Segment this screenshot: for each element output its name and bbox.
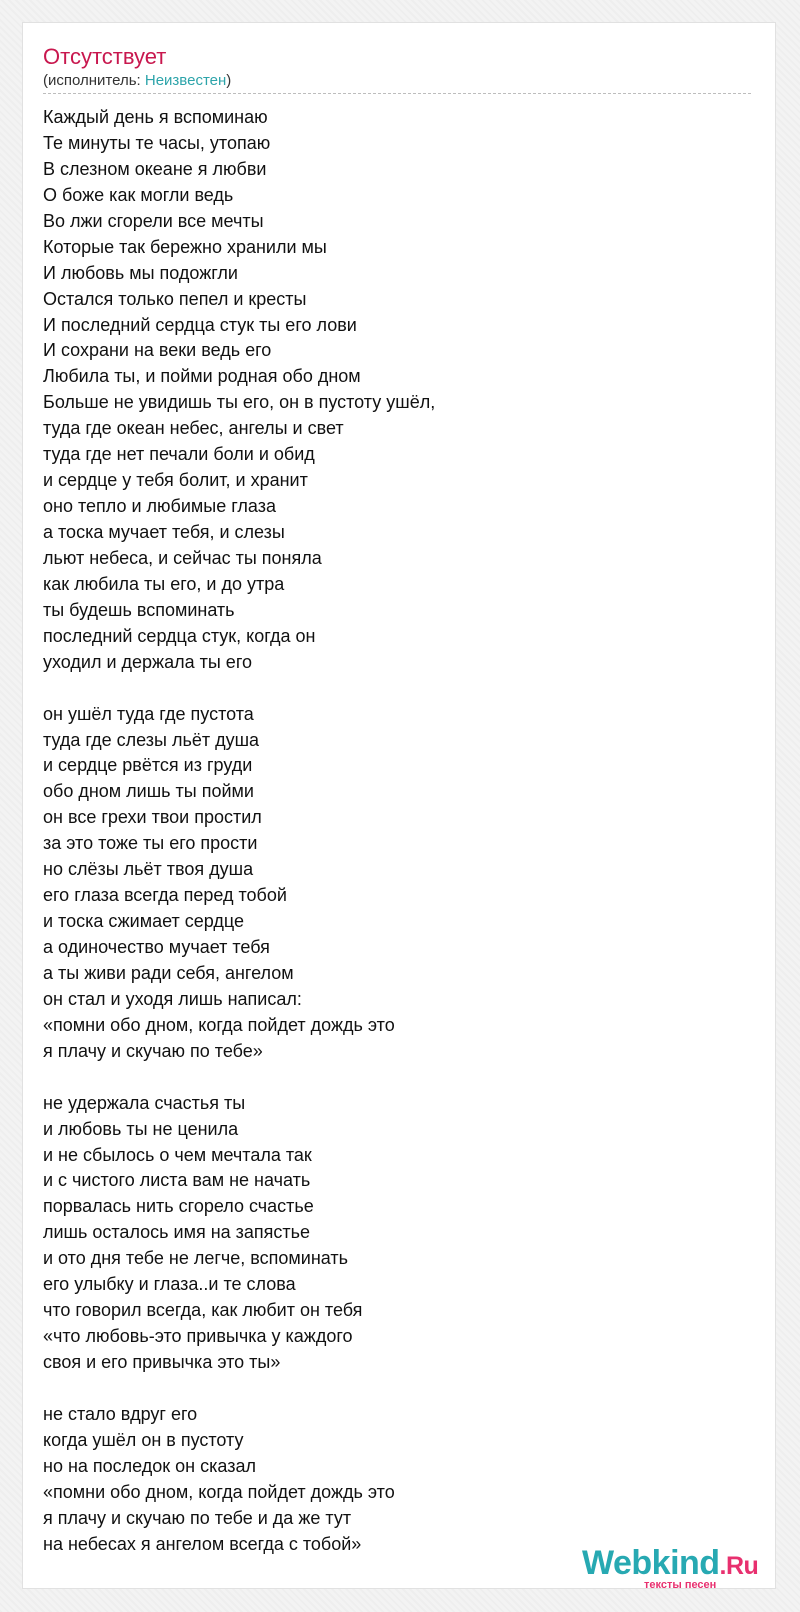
lyric-line: И любовь мы подожгли xyxy=(43,262,238,283)
lyric-line: Каждый день я вспоминаю xyxy=(43,107,268,127)
lyric-line: Во лжи сгорели все мечты xyxy=(43,210,264,231)
lyric-line: Те минуты те часы, утопаю xyxy=(43,132,271,153)
artist-link[interactable]: Неизвестен xyxy=(144,72,227,89)
lyric-line: ты будешь вспоминать xyxy=(43,599,235,620)
lyric-line: а тоска мучает тебя, и слезы xyxy=(43,522,285,542)
lyric-line: лишь осталось имя на запястье xyxy=(43,1222,311,1243)
lyric-line: он ушёл туда где пустота xyxy=(43,703,254,724)
lyric-line: Остался только пепел и кресты xyxy=(43,288,307,309)
stanza-break xyxy=(43,1376,743,1402)
lyric-line: но на последок он сказал xyxy=(43,1455,256,1476)
lyric-line: и сердце у тебя болит, и хранит xyxy=(43,470,308,491)
lyric-line: он стал и уходя лишь написал: xyxy=(43,988,302,1009)
lyric-line: не удержала счастья ты xyxy=(43,1092,246,1113)
lyric-line: не стало вдруг его xyxy=(43,1403,198,1424)
lyric-line: «помни обо дном, когда пойдет дождь это xyxy=(43,1014,395,1035)
logo-tld: .Ru xyxy=(719,1552,759,1580)
logo-tagline: тексты песен xyxy=(644,1579,717,1591)
lyric-line: туда где нет печали боли и обид xyxy=(43,444,315,465)
lyric-line: Больше не увидишь ты его, он в пустоту ушёл, xyxy=(43,392,436,413)
lyric-line: его глаза всегда перед тобой xyxy=(43,885,287,906)
lyric-line: и тоска сжимает сердце xyxy=(43,911,244,932)
artist-suffix: ) xyxy=(226,72,232,89)
lyric-line: на небесах я ангелом всегда с тобой» xyxy=(43,1533,362,1554)
lyric-line: обо дном лишь ты пойми xyxy=(43,781,254,802)
stanza-break xyxy=(43,1065,743,1091)
stanza-break xyxy=(43,676,743,702)
lyric-line: он все грехи твои простил xyxy=(43,807,262,828)
lyric-line: туда где океан небес, ангелы и свет xyxy=(43,418,344,439)
lyric-line: О боже как могли ведь xyxy=(43,184,234,205)
lyric-line: льют небеса, и сейчас ты поняла xyxy=(43,547,322,568)
lyric-line: и не сбылось о чем мечтала так xyxy=(43,1144,312,1165)
lyric-line: и сердце рвётся из груди xyxy=(43,755,253,776)
lyric-line: порвалась нить сгорело счастье xyxy=(43,1196,314,1217)
lyric-line: «что любовь-это привычка у каждого xyxy=(43,1326,353,1347)
lyric-line: но слёзы льёт твоя душа xyxy=(43,859,254,880)
logo-brand: Webkind xyxy=(582,1544,720,1582)
lyric-line: что говорил всегда, как любит он тебя xyxy=(43,1300,363,1321)
lyric-line: я плачу и скучаю по тебе» xyxy=(43,1040,263,1061)
lyric-line: а ты живи ради себя, ангелом xyxy=(43,962,294,983)
lyric-line: В слезном океане я любви xyxy=(43,158,267,179)
lyric-line: И сохрани на веки ведь его xyxy=(43,340,272,361)
artist-prefix: (исполнитель: xyxy=(43,72,145,89)
lyric-line: я плачу и скучаю по тебе и да же тут xyxy=(43,1507,352,1528)
lyric-line: оно тепло и любимые глаза xyxy=(43,496,276,517)
lyric-line: и любовь ты не ценила xyxy=(43,1118,239,1139)
artist-line xyxy=(43,72,231,90)
lyric-line: как любила ты его, и до утра xyxy=(43,573,285,594)
lyric-line: его улыбку и глаза..и те слова xyxy=(43,1274,296,1295)
lyric-line: последний сердца стук, когда он xyxy=(43,625,316,646)
lyric-line: Любила ты, и пойми родная обо дном xyxy=(43,366,361,387)
lyric-line: своя и его привычка это ты» xyxy=(43,1352,281,1372)
lyric-line: «помни обо дном, когда пойдет дождь это xyxy=(43,1481,395,1502)
lyric-line: а одиночество мучает тебя xyxy=(43,937,270,957)
lyric-line: и с чистого листа вам не начать xyxy=(43,1170,311,1191)
lyric-line: Которые так бережно хранили мы xyxy=(43,236,327,257)
lyric-line: уходил и держала ты его xyxy=(43,651,252,672)
lyric-line: и ото дня тебе не легче, вспоминать xyxy=(43,1248,349,1269)
lyrics-body xyxy=(43,105,743,1558)
header-divider xyxy=(43,93,751,94)
lyrics-card xyxy=(22,22,776,1589)
lyric-line: когда ушёл он в пустоту xyxy=(43,1429,244,1450)
song-title: Отсутствует xyxy=(43,44,167,69)
lyric-line: И последний сердца стук ты его лови xyxy=(43,314,357,335)
lyric-line: туда где слезы льёт душа xyxy=(43,729,260,750)
lyric-line: за это тоже ты его прости xyxy=(43,833,258,854)
site-logo[interactable] xyxy=(582,1545,772,1595)
